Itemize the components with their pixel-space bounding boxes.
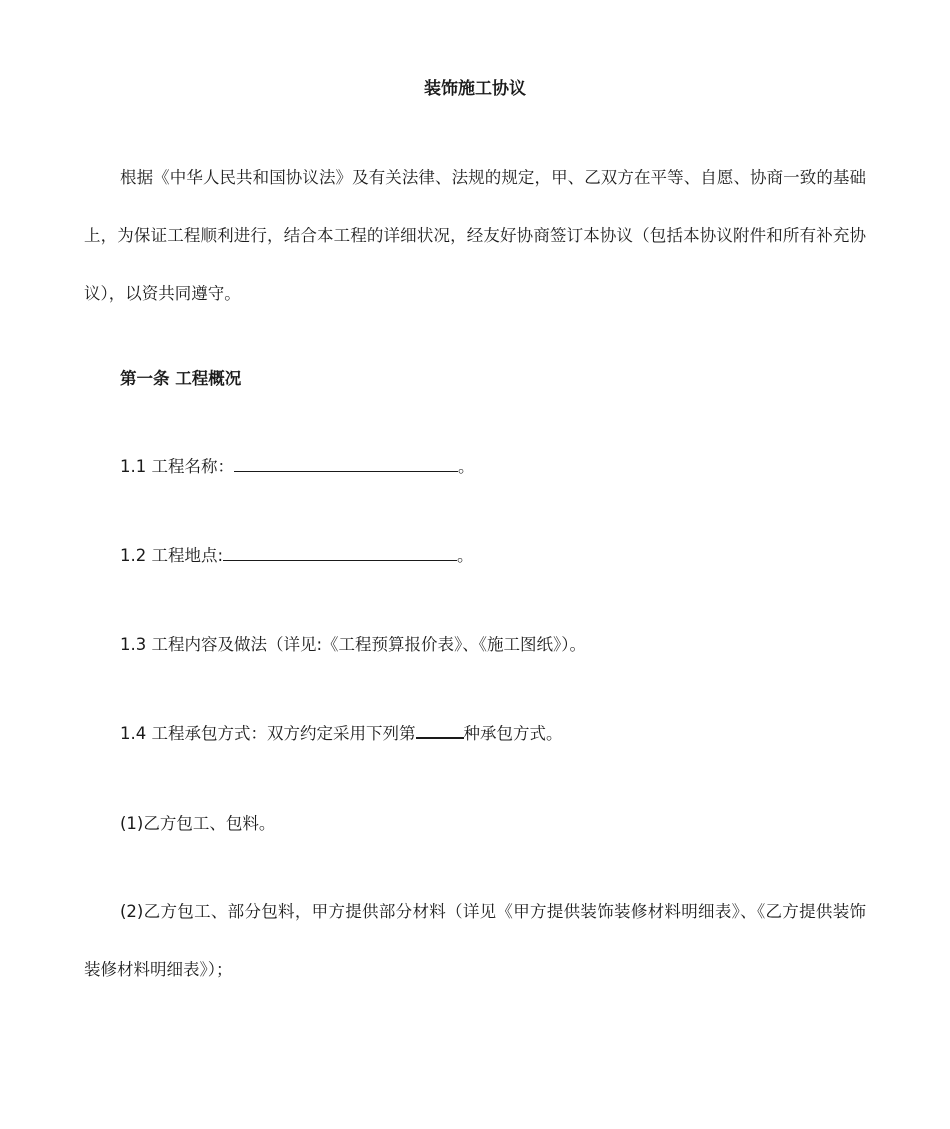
- project-location-blank: [223, 546, 457, 561]
- item-1-1: [120, 456, 475, 478]
- item-1-4-end: 种承包方式。: [463, 724, 563, 743]
- item-1-2: [120, 545, 474, 567]
- project-name-blank: [234, 457, 458, 472]
- item-1-4: [120, 723, 563, 745]
- item-1-1-end: 。: [458, 457, 475, 476]
- option-2: (2)乙方包工、部分包料，甲方提供部分材料（详见《甲方提供装饰装修材料明细表》、《乙方提供装饰装修材料明细表》）；: [84, 902, 866, 979]
- intro-paragraph: 根据《中华人民共和国协议法》及有关法律、法规的规定，甲、乙双方在平等、自愿、协商一致的基础上，为保证工程顺利进行，结合本工程的详细状况，经友好协商签订本协议（包括本协议附件和所有补充协议），以资共同遵守。: [84, 168, 866, 303]
- document-title: 装饰施工协议: [424, 79, 526, 99]
- option-1: (1)乙方包工、包料。: [120, 814, 276, 833]
- item-1-3: 1.3 工程内容及做法（详见:《工程预算报价表》、《施工图纸》）。: [120, 635, 587, 654]
- item-1-2-label: 1.2 工程地点:: [120, 546, 224, 565]
- item-1-2-end: 。: [457, 546, 474, 565]
- article-1-heading: 第一条 工程概况: [120, 369, 242, 388]
- item-1-4-label: 1.4 工程承包方式：双方约定采用下列第: [120, 724, 416, 743]
- item-1-1-label: 1.1 工程名称：: [120, 457, 234, 476]
- contract-method-blank: [416, 723, 464, 739]
